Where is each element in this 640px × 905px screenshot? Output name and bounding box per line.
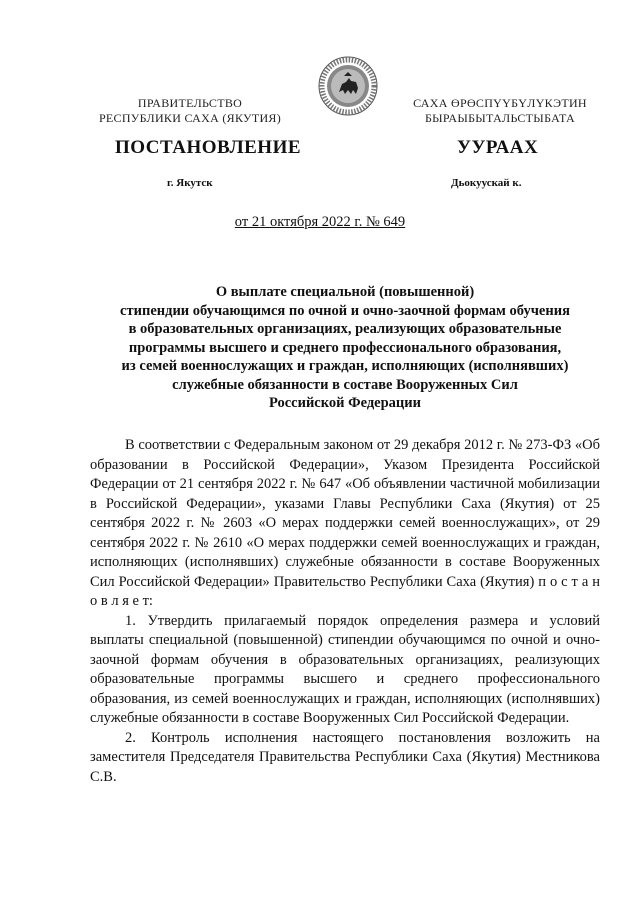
org-line: РЕСПУБЛИКИ САХА (ЯКУТИЯ): [98, 111, 282, 125]
title-line: в образовательных организациях, реализующих образовательные: [128, 321, 562, 337]
coat-of-arms-sakha-icon: [318, 56, 378, 116]
document-title: [90, 283, 600, 413]
city-russian: г. Якутск: [167, 177, 213, 189]
org-line: ПРАВИТЕЛЬСТВО: [137, 96, 243, 110]
title-line: из семей военнослужащих и граждан, исполняющих (исполнявших): [121, 358, 569, 374]
government-name-sakha: [380, 96, 620, 126]
clause-1-paragraph: 1. Утвердить прилагаемый порядок определения размера и условий выплаты специальной (повышенной) стипендии обучающимся по очной и очно-заочной формам обучения в образовательных организациях, реализующих образовательные программы высшего и среднего профессионального образования, из семей военнослужащих и граждан, исполняющих (исполнявших) служебные обязанности в составе Вооруженных Сил Российской Федерации.: [90, 612, 600, 726]
clause-2-paragraph: 2. Контроль исполнения настоящего постановления возложить на заместителя Председателя Правительства Республики Саха (Якутия) Местникова С.В.: [90, 729, 600, 785]
org-line: БЫРАЫБЫТАЛЬСТЫБАТА: [424, 111, 576, 125]
decree-type-sakha: УУРААХ: [457, 137, 539, 158]
preamble-paragraph: В соответствии с Федеральным законом от 29 декабря 2012 г. № 273-ФЗ «Об образовании в Российской Федерации», Указом Президента Российской Федерации от 21 сентября 2022 г. № 647 «Об объявлении частичной мобилизации в Российской Федерации», указами Главы Республики Саха (Якутия) от 25 сентября 2022 г. № 2603 «О мерах поддержки семей военнослужащих», от 29 сентября 2022 г. № 2610 «О мерах поддержки семей военнослужащих и граждан, исполняющих (исполнявших) служебные обязанности в составе Вооруженных Сил Российской Федерации» Правительство Республики Саха (Якутия) п о с т а н о в л я е т:: [90, 437, 600, 609]
city-sakha: Дьокуускай к.: [451, 177, 522, 189]
title-line: Российской Федерации: [268, 395, 421, 411]
government-name-russian: [75, 96, 305, 126]
decree-type-russian: ПОСТАНОВЛЕНИЕ: [115, 137, 302, 158]
document-body: [90, 436, 600, 787]
org-line: САХА ӨРӨСПҮҮБҮЛҮКЭТИН: [413, 96, 587, 110]
title-line: стипендии обучающимся по очной и очно-заочной формам обучения: [120, 302, 570, 319]
title-line: служебные обязанности в составе Вооруженных Сил: [172, 376, 518, 393]
decree-date-number: от 21 октября 2022 г. № 649: [234, 214, 406, 230]
title-line: программы высшего и среднего профессионального образования,: [128, 339, 562, 356]
title-line: О выплате специальной (повышенной): [215, 284, 475, 300]
